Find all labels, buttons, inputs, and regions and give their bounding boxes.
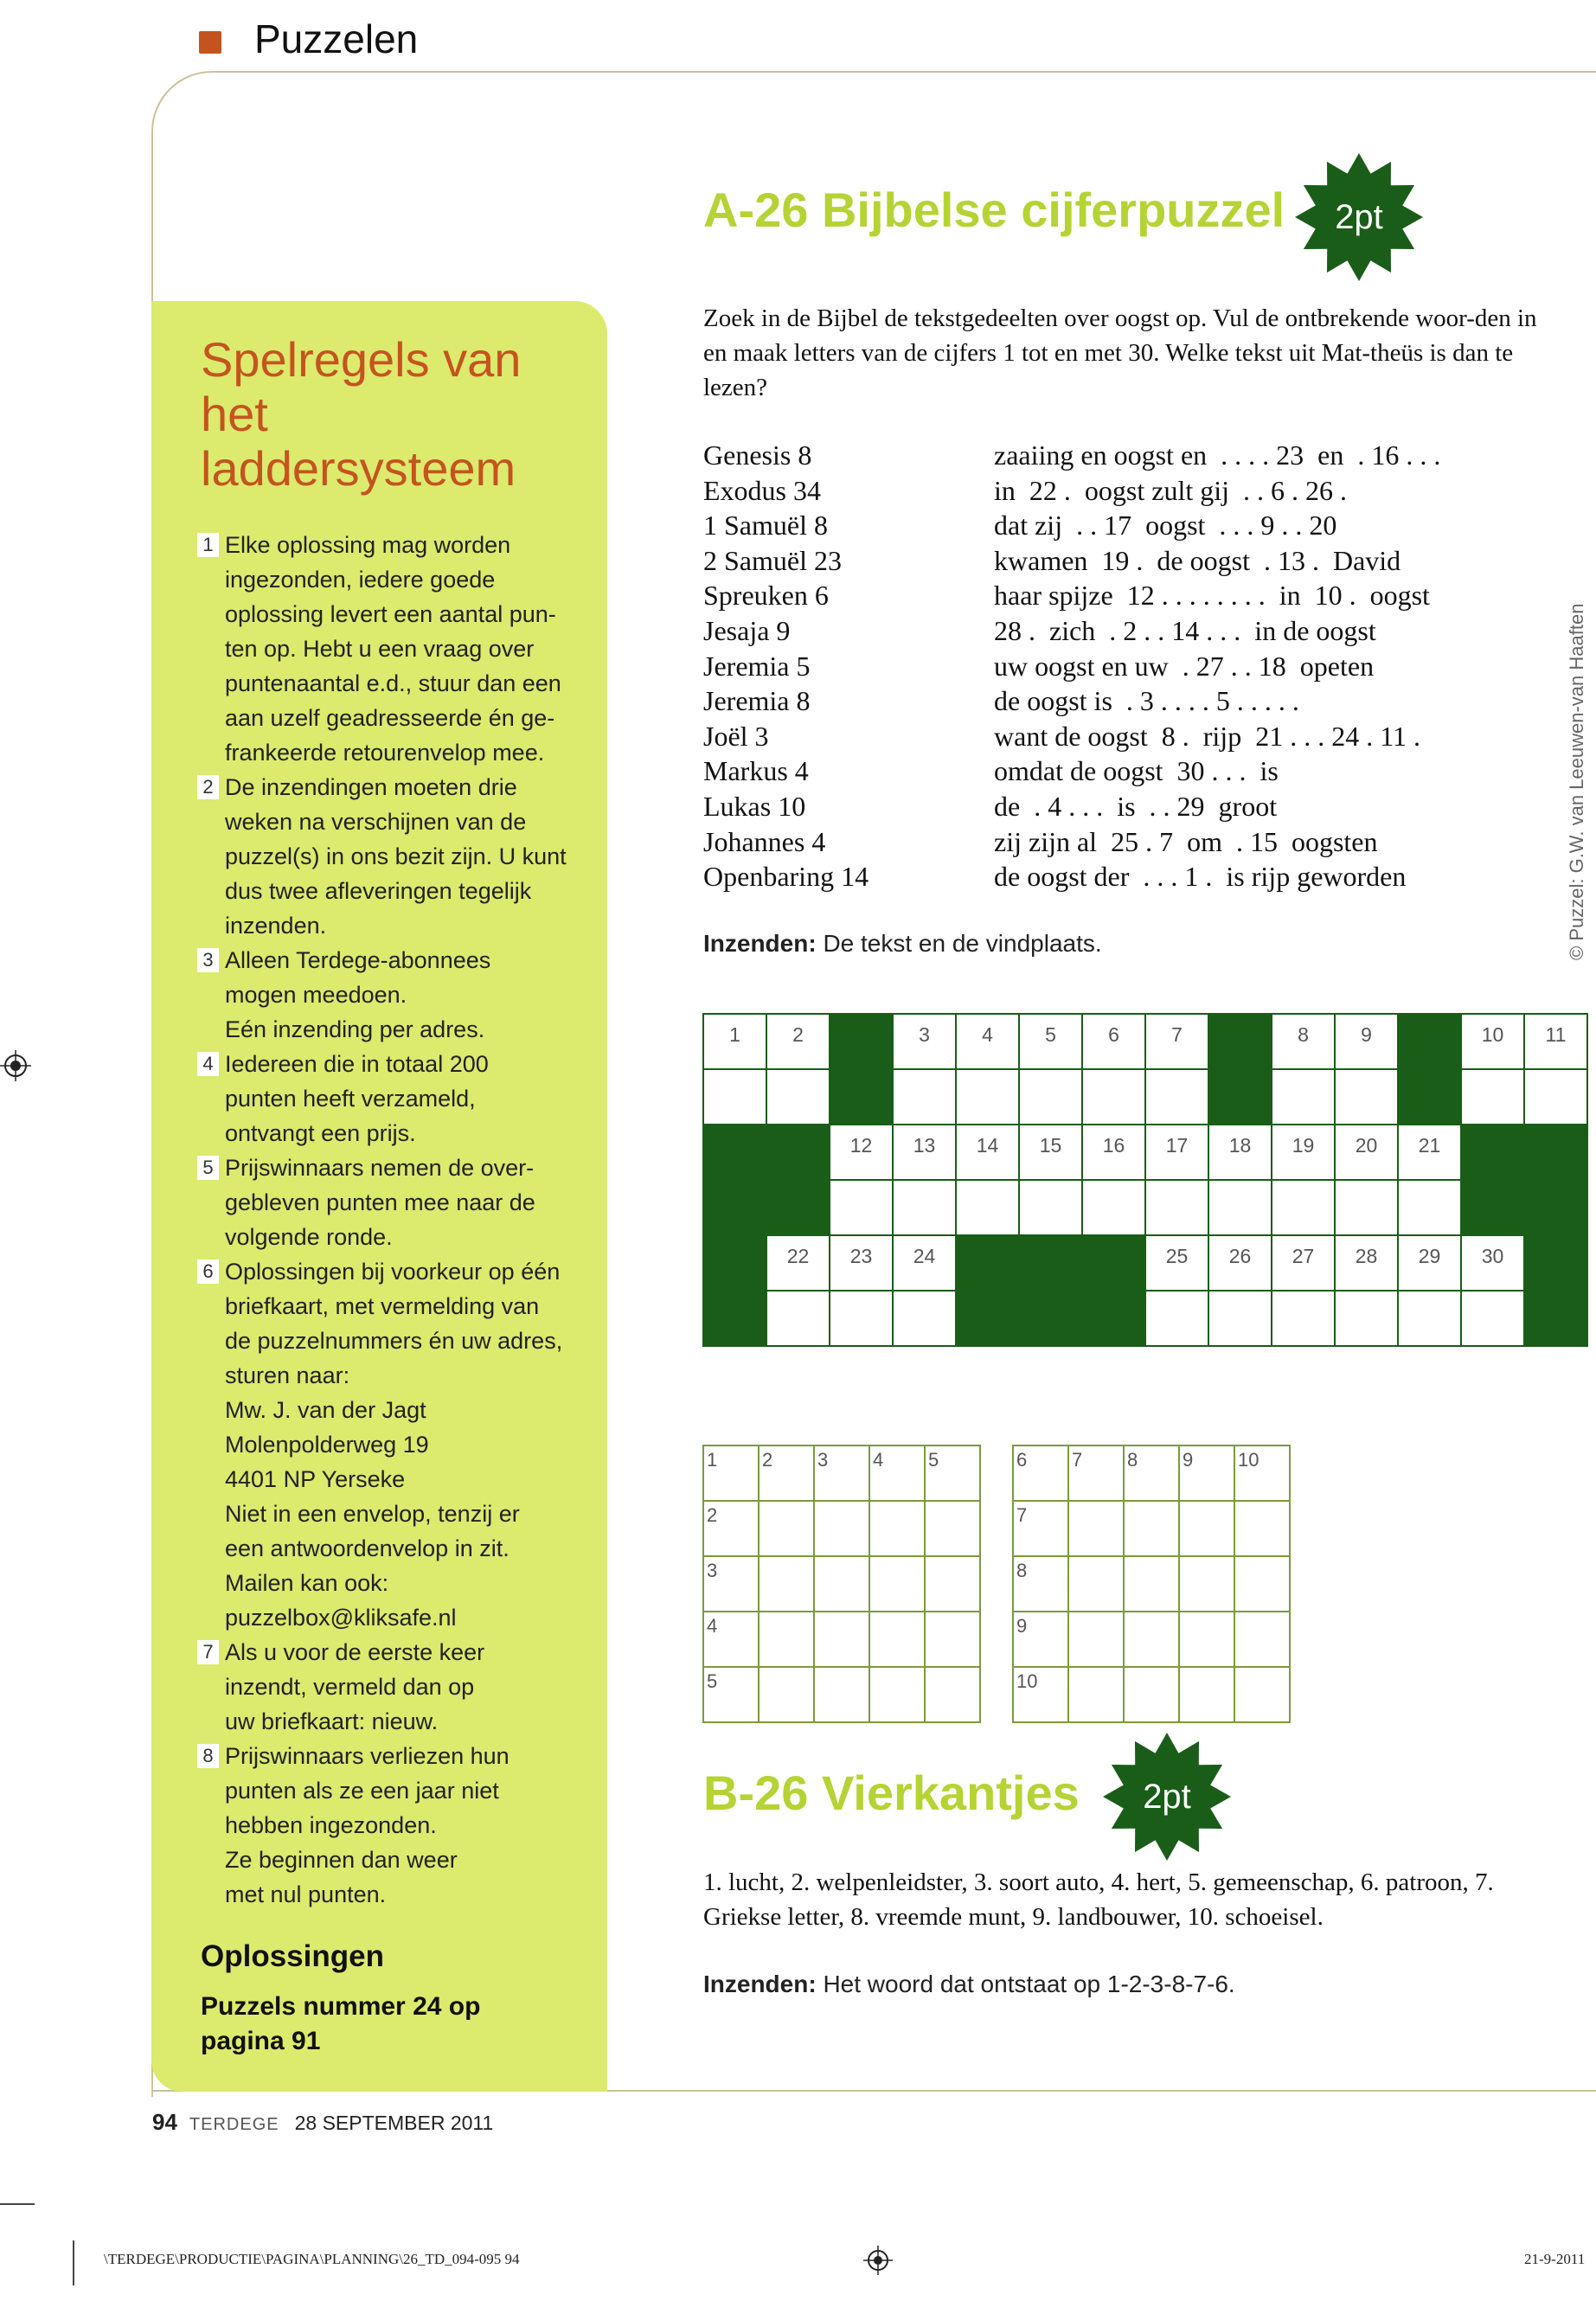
clue-reference: Joël 3 (703, 720, 769, 752)
square-grid-2-number: 8 (1127, 1449, 1138, 1471)
rule-item (192, 528, 590, 770)
cipher-cell-number: 25 (1165, 1245, 1189, 1267)
square-grid-1-cell[interactable] (703, 1445, 759, 1501)
cipher-cell[interactable] (1145, 1014, 1208, 1069)
square-grid-1 (702, 1445, 981, 1723)
square-grid-2-number: 7 (1072, 1449, 1083, 1471)
puzzle-a-clues (703, 438, 1551, 894)
square-grid-2-cell[interactable] (1179, 1445, 1234, 1501)
rule-number: 8 (197, 1744, 219, 1768)
cipher-cell-number: 19 (1292, 1134, 1315, 1157)
square-grid-2-cell[interactable] (1234, 1667, 1290, 1722)
cipher-cell[interactable] (1335, 1125, 1398, 1180)
clue-text: dat zij . . 17 oogst . . . 9 . . 20 (994, 510, 1337, 542)
cipher-cell-number: 30 (1481, 1245, 1504, 1267)
square-grid-2-cell[interactable] (1179, 1667, 1234, 1722)
rule-text: Oplossingen bij voorkeur op één briefkaart, met vermelding van de puzzelnummers én uw adres, sturen naar: Mw. J. van der Jagt Molenpolderweg 19 4401 NP Yerseke Niet in een envelop, tenzij er een antwoordenvelop in zit. Mailen kan ook: puzzelbox@kliksafe.nl (225, 1259, 563, 1631)
square-grid-1-cell[interactable] (869, 1445, 925, 1501)
cipher-cell[interactable] (1019, 1069, 1082, 1125)
square-grid-2-number: 9 (1183, 1449, 1194, 1471)
cipher-cell-number: 29 (1418, 1245, 1441, 1267)
section-marker-icon (199, 31, 221, 54)
clue-reference: Genesis 8 (703, 439, 812, 471)
square-grid-2-number: 6 (1016, 1449, 1028, 1471)
clue-reference: Jeremia 8 (703, 685, 811, 717)
square-grid-1-number: 5 (707, 1670, 718, 1692)
rule-item (192, 1739, 590, 1912)
solutions-heading: Oplossingen (201, 1939, 384, 1973)
puzzle-a-submit-text: De tekst en de vindplaats. (823, 930, 1102, 957)
square-grid-1-cell[interactable] (759, 1501, 814, 1556)
square-grid-1-cell[interactable] (869, 1501, 925, 1556)
square-grid-2-number: 10 (1016, 1670, 1038, 1692)
cipher-cell-number: 20 (1355, 1134, 1378, 1157)
clue-reference: Exodus 34 (703, 474, 821, 506)
cipher-cell[interactable] (1398, 1125, 1461, 1180)
cipher-cell-number: 24 (913, 1245, 936, 1267)
cipher-cell-number: 8 (1298, 1023, 1309, 1046)
cipher-cell-number: 5 (1045, 1023, 1056, 1046)
slug-path: \TERDEGE\PRODUCTIE\PAGINA\PLANNING\26_TD_094-095 94 (104, 2251, 520, 2267)
square-grid-1-cell[interactable] (814, 1445, 869, 1501)
cipher-cell[interactable] (893, 1125, 956, 1180)
cipher-cell[interactable] (766, 1291, 830, 1346)
rule-text: Iedereen die in totaal 200 punten heeft verzameld, ontvangt een prijs. (225, 1051, 489, 1146)
cipher-cell[interactable] (830, 1291, 893, 1346)
cipher-cell-number: 14 (976, 1134, 999, 1157)
square-grid-1-row (703, 1612, 980, 1667)
points-badge-b (1102, 1732, 1232, 1862)
rule-item (192, 770, 590, 943)
square-grid-2-number: 10 (1238, 1449, 1259, 1471)
square-grid-1-number: 2 (762, 1449, 773, 1471)
cipher-cell[interactable] (1272, 1014, 1335, 1069)
square-grid-2-cell[interactable] (1124, 1612, 1179, 1667)
rule-text: Prijswinnaars verliezen hun punten als ze een jaar niet hebben ingezonden. Ze beginnen dan weer met nul punten. (225, 1743, 510, 1907)
cipher-cell[interactable] (1208, 1180, 1272, 1235)
square-grid-2-cell[interactable] (1124, 1556, 1179, 1612)
cipher-cell-number: 13 (913, 1134, 936, 1157)
clue-text: zaaiing en oogst en . . . . 23 en . 16 . . . (994, 439, 1441, 471)
square-grid-1-number: 3 (817, 1449, 829, 1471)
cipher-cell-number: 16 (1102, 1134, 1125, 1157)
square-grid-2-number: 9 (1016, 1615, 1028, 1637)
cipher-cell-number: 26 (1228, 1245, 1252, 1267)
rules-list (192, 528, 590, 1912)
cipher-cell[interactable] (1272, 1069, 1335, 1125)
section-label: Puzzelen (254, 16, 419, 61)
square-grid-1-row (703, 1501, 980, 1556)
cipher-cell[interactable] (1461, 1291, 1524, 1346)
square-grid-1-cell[interactable] (703, 1667, 759, 1722)
square-grid-1-number: 3 (707, 1560, 718, 1581)
cipher-cell-number: 18 (1228, 1134, 1252, 1157)
square-grid-1-cell[interactable] (703, 1501, 759, 1556)
cipher-cell[interactable] (1272, 1235, 1335, 1291)
square-grid-2-cell[interactable] (1234, 1501, 1290, 1556)
square-grid-2-cell[interactable] (1013, 1667, 1068, 1722)
square-grid-1-number: 4 (873, 1449, 884, 1471)
cipher-cell-number: 6 (1108, 1023, 1119, 1046)
cipher-cell[interactable] (766, 1069, 830, 1125)
cipher-cell-number: 2 (792, 1023, 804, 1046)
cipher-cell[interactable] (1082, 1125, 1145, 1180)
rule-number: 5 (197, 1156, 219, 1180)
square-grid-2-cell[interactable] (1068, 1612, 1124, 1667)
square-grid-2-cell[interactable] (1124, 1501, 1179, 1556)
crop-mark (0, 2203, 35, 2205)
cipher-cell[interactable] (1145, 1291, 1208, 1346)
square-grid-1-number: 5 (928, 1449, 939, 1471)
clue-reference: Jeremia 5 (703, 650, 811, 682)
page-footer (152, 2109, 493, 2136)
cipher-cell[interactable] (893, 1014, 956, 1069)
footer-brand: TERDEGE (189, 2115, 279, 2134)
cipher-cell[interactable] (1082, 1014, 1145, 1069)
cipher-block-cell (1398, 1069, 1461, 1125)
cipher-cell[interactable] (766, 1235, 830, 1291)
square-grid-1-cell[interactable] (814, 1501, 869, 1556)
cipher-cell[interactable] (1524, 1014, 1587, 1069)
square-grid-2-number: 8 (1016, 1560, 1028, 1581)
puzzle-a-intro: Zoek in de Bijbel de tekstgedeelten over oogst op. Vul de ontbrekende woor-den in en maak letters van de cijfers 1 tot en met 30. Welke tekst uit Mat-theüs is dan te lezen? (703, 304, 1537, 401)
cipher-block-cell (703, 1235, 766, 1291)
cipher-grid-row (703, 1125, 1587, 1180)
puzzle-b-title: B-26 Vierkantjes (703, 1766, 1080, 1820)
square-grid-1-cell[interactable] (925, 1445, 980, 1501)
cipher-grid-row (703, 1291, 1587, 1346)
cipher-cell[interactable] (893, 1291, 956, 1346)
cipher-cell[interactable] (1272, 1291, 1335, 1346)
square-grid-1-number: 1 (707, 1449, 718, 1471)
cipher-block-cell (766, 1180, 830, 1235)
cipher-block-cell (703, 1180, 766, 1235)
cipher-cell-number: 15 (1039, 1134, 1062, 1157)
cipher-block-cell (956, 1291, 1019, 1346)
cipher-cell[interactable] (956, 1125, 1019, 1180)
cipher-cell[interactable] (1461, 1069, 1524, 1125)
cipher-cell[interactable] (893, 1069, 956, 1125)
square-grid-2-cell[interactable] (1013, 1445, 1068, 1501)
clue-text: uw oogst en uw . 27 . . 18 opeten (994, 650, 1375, 682)
cipher-block-cell (766, 1125, 830, 1180)
clue-text: want de oogst 8 . rijp 21 . . . 24 . 11 . (994, 720, 1420, 752)
cipher-cell[interactable] (1398, 1180, 1461, 1235)
clue-text: in 22 . oogst zult gij . . 6 . 26 . (994, 474, 1347, 506)
page-number: 94 (152, 2109, 177, 2135)
square-grid-2-cell[interactable] (1068, 1501, 1124, 1556)
square-grid-2-cell[interactable] (1234, 1445, 1290, 1501)
clue-reference: Markus 4 (703, 755, 809, 787)
cipher-cell[interactable] (893, 1180, 956, 1235)
cipher-grid-row (703, 1069, 1587, 1125)
clue-text: zij zijn al 25 . 7 om . 15 oogsten (994, 825, 1378, 857)
square-grid-1-number: 4 (707, 1615, 718, 1637)
square-grid-1-cell[interactable] (703, 1612, 759, 1667)
square-grid-1-cell[interactable] (925, 1501, 980, 1556)
cipher-block-cell (830, 1069, 893, 1125)
square-grid-2-cell[interactable] (1013, 1556, 1068, 1612)
cipher-cell[interactable] (1398, 1235, 1461, 1291)
clue-reference: Johannes 4 (703, 825, 826, 857)
puzzle-b-submit-label: Inzenden: (703, 1971, 817, 1997)
cipher-block-cell (1208, 1014, 1272, 1069)
clue-reference: Spreuken 6 (703, 580, 829, 612)
cipher-grid (702, 1013, 1588, 1347)
cipher-cell-number: 17 (1165, 1134, 1189, 1157)
cipher-cell[interactable] (956, 1014, 1019, 1069)
cipher-block-cell (1524, 1291, 1587, 1346)
square-grid-2-cell[interactable] (1013, 1501, 1068, 1556)
rule-item (192, 1047, 590, 1150)
rule-number: 7 (197, 1640, 219, 1664)
cipher-cell[interactable] (1335, 1235, 1398, 1291)
cipher-grid-row (703, 1014, 1587, 1069)
cipher-cell[interactable] (830, 1235, 893, 1291)
puzzle-credit: © Puzzel: G.W. van Leeuwen-van Haaften (1566, 603, 1587, 960)
cipher-cell-number: 27 (1292, 1245, 1315, 1267)
solutions-subheading: Puzzels nummer 24 op pagina 91 (201, 1992, 481, 2055)
cipher-cell[interactable] (1335, 1069, 1398, 1125)
cipher-cell-number: 11 (1545, 1023, 1567, 1046)
cipher-cell[interactable] (1524, 1069, 1587, 1125)
cipher-block-cell (1461, 1180, 1524, 1235)
cipher-block-cell (1019, 1235, 1082, 1291)
square-grid-1-cell[interactable] (925, 1556, 980, 1612)
rule-number: 4 (197, 1052, 219, 1076)
square-grid-2-row (1013, 1501, 1290, 1556)
clue-text: 28 . zich . 2 . . 14 . . . in de oogst (994, 614, 1376, 646)
rule-item (192, 1635, 590, 1739)
cipher-cell[interactable] (1145, 1125, 1208, 1180)
square-grid-1-row (703, 1667, 980, 1722)
cipher-block-cell (703, 1125, 766, 1180)
square-grid-1-cell[interactable] (925, 1667, 980, 1722)
square-grid-2-cell[interactable] (1068, 1556, 1124, 1612)
cipher-cell[interactable] (1461, 1235, 1524, 1291)
square-grid-1-row (703, 1556, 980, 1612)
cipher-cell[interactable] (1145, 1235, 1208, 1291)
cipher-cell[interactable] (1335, 1291, 1398, 1346)
cipher-cell-number: 7 (1171, 1023, 1183, 1046)
clue-reference: Jesaja 9 (703, 614, 791, 646)
cipher-cell-number: 1 (729, 1023, 740, 1046)
cipher-block-cell (956, 1235, 1019, 1291)
cipher-grid-row (703, 1235, 1587, 1291)
points-badge-b-text: 2pt (1143, 1778, 1191, 1816)
rule-item (192, 943, 590, 1047)
registration-mark-bottom-icon (863, 2246, 893, 2275)
cipher-cell[interactable] (703, 1069, 766, 1125)
cipher-block-cell (1461, 1125, 1524, 1180)
square-grid-2-row (1013, 1612, 1290, 1667)
square-grid-2-cell[interactable] (1068, 1667, 1124, 1722)
cipher-cell[interactable] (893, 1235, 956, 1291)
clue-reference: Openbaring 14 (703, 861, 869, 893)
cipher-cell[interactable] (1019, 1180, 1082, 1235)
square-grid-1-cell[interactable] (925, 1612, 980, 1667)
square-grid-1-row (703, 1445, 980, 1501)
square-grid-2-cell[interactable] (1179, 1556, 1234, 1612)
cipher-cell[interactable] (830, 1180, 893, 1235)
clue-text: de oogst der . . . 1 . is rijp geworden (994, 861, 1407, 893)
square-grid-2-row (1013, 1445, 1290, 1501)
cipher-cell[interactable] (1019, 1014, 1082, 1069)
cipher-block-cell (1082, 1235, 1145, 1291)
cipher-cell[interactable] (1082, 1069, 1145, 1125)
cipher-cell-number: 4 (982, 1023, 993, 1046)
cipher-cell[interactable] (1398, 1291, 1461, 1346)
square-grid-2-cell[interactable] (1124, 1445, 1179, 1501)
clue-reference: 2 Samuël 23 (703, 544, 842, 576)
cipher-cell[interactable] (1208, 1291, 1272, 1346)
cipher-cell-number: 12 (849, 1134, 873, 1157)
square-grid-1-cell[interactable] (814, 1556, 869, 1612)
puzzle-b-submit-text: Het woord dat ontstaat op 1-2-3-8-7-6. (823, 1971, 1235, 1997)
square-grid-1-cell[interactable] (703, 1556, 759, 1612)
rule-text: Prijswinnaars nemen de over- gebleven punten mee naar de volgende ronde. (225, 1155, 535, 1250)
square-grid-2-row (1013, 1667, 1290, 1722)
cipher-cell[interactable] (956, 1180, 1019, 1235)
sidebar-title: Spelregels van het laddersysteem (201, 332, 522, 496)
square-grid-1-cell[interactable] (869, 1612, 925, 1667)
cipher-cell[interactable] (1082, 1180, 1145, 1235)
square-grid-2-number: 7 (1016, 1504, 1028, 1526)
square-grid-1-cell[interactable] (814, 1667, 869, 1722)
square-grid-1-cell[interactable] (759, 1445, 814, 1501)
cipher-cell[interactable] (1461, 1014, 1524, 1069)
puzzle-b-submit (703, 1971, 1235, 1998)
puzzle-a-title: A-26 Bijbelse cijferpuzzel (703, 183, 1285, 237)
rule-number: 3 (197, 948, 219, 972)
cipher-block-cell (1019, 1291, 1082, 1346)
cipher-cell[interactable] (1208, 1125, 1272, 1180)
slug-date: 21-9-2011 (1524, 2251, 1586, 2267)
clue-text: de oogst is . 3 . . . . 5 . . . . . (994, 685, 1299, 717)
square-grid-2-cell[interactable] (1179, 1612, 1234, 1667)
square-grid-2-cell[interactable] (1234, 1556, 1290, 1612)
cipher-cell-number: 9 (1361, 1023, 1372, 1046)
square-grid-2-cell[interactable] (1179, 1501, 1234, 1556)
rule-text: Alleen Terdege-abonnees mogen meedoen. Eén inzending per adres. (225, 947, 491, 1042)
clue-text: kwamen 19 . de oogst . 13 . David (994, 544, 1401, 576)
rule-number: 1 (197, 533, 219, 557)
clue-text: omdat de oogst 30 . . . is (994, 755, 1279, 787)
cipher-cell[interactable] (830, 1125, 893, 1180)
cipher-block-cell (1524, 1125, 1587, 1180)
cipher-cell-number: 23 (849, 1245, 873, 1267)
clue-text: haar spijze 12 . . . . . . . . in 10 . oogst (994, 580, 1430, 612)
cipher-cell[interactable] (956, 1069, 1019, 1125)
puzzle-a-submit-label: Inzenden: (703, 930, 817, 957)
cipher-cell[interactable] (766, 1014, 830, 1069)
cipher-block-cell (1524, 1235, 1587, 1291)
rule-text: De inzendingen moeten drie weken na verschijnen van de puzzel(s) in ons bezit zijn. U kunt dus twee afleveringen tegelijk inzenden. (225, 774, 567, 939)
clue-text: de . 4 . . . is . . 29 groot (994, 790, 1278, 822)
rule-item (192, 1254, 590, 1635)
square-grid-2-cell[interactable] (1234, 1612, 1290, 1667)
square-grid-1-cell[interactable] (759, 1667, 814, 1722)
cipher-cell[interactable] (1019, 1125, 1082, 1180)
cipher-cell[interactable] (1272, 1125, 1335, 1180)
cipher-block-cell (1398, 1014, 1461, 1069)
cipher-cell[interactable] (1335, 1014, 1398, 1069)
cipher-cell[interactable] (1208, 1235, 1272, 1291)
square-grid-2-cell[interactable] (1013, 1612, 1068, 1667)
cipher-cell-number: 3 (919, 1023, 930, 1046)
puzzle-b-clues: 1. lucht, 2. welpenleidster, 3. soort auto, 4. hert, 5. gemeenschap, 6. patroon, 7. Griekse letter, 8. vreemde munt, 9. landbouwer, 10. schoeisel. (703, 1868, 1494, 1931)
rule-number: 2 (197, 775, 219, 799)
cipher-cell[interactable] (1272, 1180, 1335, 1235)
registration-mark-icon (0, 1050, 31, 1081)
clue-reference: Lukas 10 (703, 790, 806, 822)
square-grid-1-cell[interactable] (759, 1612, 814, 1667)
footer-date: 28 SEPTEMBER 2011 (294, 2112, 494, 2134)
square-grid-1-number: 2 (707, 1504, 718, 1526)
crop-mark-vertical (73, 2240, 74, 2285)
points-badge-a (1294, 152, 1424, 282)
cipher-block-cell (1208, 1069, 1272, 1125)
square-grid-2 (1012, 1445, 1291, 1723)
cipher-cell[interactable] (703, 1014, 766, 1069)
cipher-block-cell (703, 1291, 766, 1346)
points-badge-a-text: 2pt (1335, 198, 1383, 236)
clue-reference: 1 Samuël 8 (703, 510, 828, 542)
cipher-grid-row (703, 1180, 1587, 1235)
cipher-cell-number: 22 (786, 1245, 810, 1267)
cipher-cell[interactable] (1145, 1069, 1208, 1125)
square-grid-2-cell[interactable] (1068, 1445, 1124, 1501)
square-grid-1-cell[interactable] (869, 1556, 925, 1612)
rule-item (192, 1150, 590, 1254)
square-grid-1-cell[interactable] (759, 1556, 814, 1612)
cipher-block-cell (1082, 1291, 1145, 1346)
cipher-cell-number: 10 (1481, 1023, 1504, 1046)
square-grid-2-cell[interactable] (1124, 1667, 1179, 1722)
rule-number: 6 (197, 1259, 219, 1284)
cipher-cell-number: 21 (1418, 1134, 1441, 1157)
rule-text: Als u voor de eerste keer inzendt, vermeld dan op uw briefkaart: nieuw. (225, 1639, 485, 1734)
cipher-cell-number: 28 (1355, 1245, 1378, 1267)
puzzle-a-submit (703, 930, 1102, 958)
cipher-block-cell (830, 1014, 893, 1069)
rule-text: Elke oplossing mag worden ingezonden, iedere goede oplossing levert een aantal pun- ten op. Hebt u een vraag over puntenaantal e.d., stuur dan een aan uzelf geadresseerde én ge- frankeerde retourenvelop mee. (225, 532, 561, 766)
square-grid-2-row (1013, 1556, 1290, 1612)
square-grid-1-cell[interactable] (814, 1612, 869, 1667)
cipher-cell[interactable] (1335, 1180, 1398, 1235)
cipher-block-cell (1524, 1180, 1587, 1235)
square-grid-1-cell[interactable] (869, 1667, 925, 1722)
cipher-cell[interactable] (1145, 1180, 1208, 1235)
